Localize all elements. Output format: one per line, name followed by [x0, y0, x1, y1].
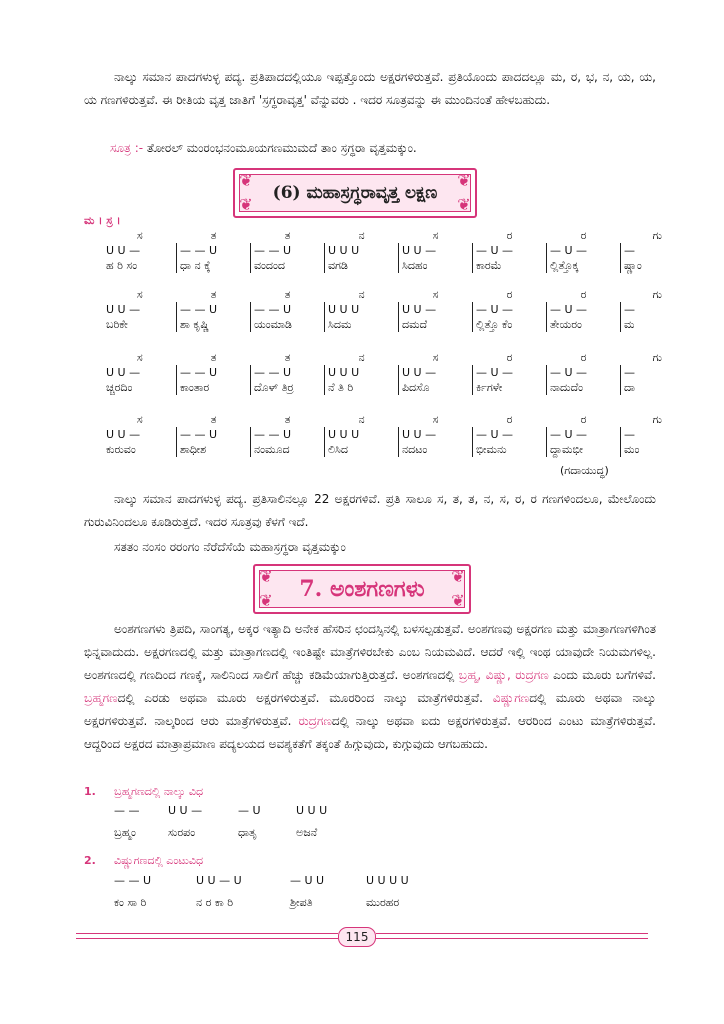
- pattern-cell: U U —: [399, 302, 473, 317]
- pattern-cell: — — U: [251, 302, 325, 317]
- pattern-cell: — — U: [114, 874, 152, 887]
- gana-cell: ಗು: [652, 351, 662, 364]
- pattern-cell: — — U: [251, 243, 325, 258]
- list-number: 2.: [84, 854, 96, 867]
- pattern-cell: —: [621, 302, 695, 317]
- gana-cell: ರ: [580, 351, 587, 364]
- gana-cell: ರ: [580, 413, 587, 426]
- list-heading-vishnu: ವಿಷ್ಣುಗಣದಲ್ಲಿ ಎಂಟುವಿಧ: [114, 854, 204, 867]
- word-cell: ಕಂ ಸಾ ರಿ: [114, 896, 147, 909]
- gana-cell: ರ: [580, 229, 587, 242]
- list-heading-brahma: ಬ್ರಹ್ಮಗಣದಲ್ಲಿ ನಾಲ್ಕು ವಿಧ: [114, 785, 204, 798]
- word-cell: ಷ್ಣಾಂ: [621, 258, 695, 273]
- section-title-inner: [259, 567, 465, 608]
- body-text: ಎಂದು ಮೂರು ಬಗೆಗಳಿವೆ.: [548, 668, 656, 682]
- word-cell: ಅಜನೆ: [296, 826, 318, 839]
- gana-cell: ಸ: [136, 351, 143, 364]
- source-note: (ಗದಾಯುದ್ಧ): [560, 464, 609, 477]
- pattern-row: [103, 302, 694, 317]
- word-row: [103, 442, 694, 457]
- body-text: ದಲ್ಲಿ ಮೂರು ಅಥವಾ ನಾಲ್ಕು ಅಕ್ಷರಗಳಿರುತ್ತವೆ. ನಾಲ್ಕರಿಂದ ಆರು ಮಾತ್ರೆಗಳಿರುತ್ತವೆ.: [84, 691, 656, 728]
- pattern-cell: — — U: [251, 427, 325, 442]
- gana-row: [103, 228, 694, 243]
- pattern-cell: U U —: [399, 365, 473, 380]
- meter-stanza-1: [103, 228, 694, 273]
- pattern-cell: U U —: [106, 366, 141, 379]
- gana-cell: ನ: [358, 229, 365, 242]
- gana-cell: ಗು: [652, 229, 662, 242]
- corner-ornament-icon: ❦: [457, 171, 471, 190]
- word-cell: ದಾ: [621, 380, 695, 395]
- gana-cell: ತ: [284, 288, 291, 301]
- pattern-row: [103, 243, 694, 258]
- pattern-cell: U U U: [296, 804, 328, 817]
- body-text: ದಲ್ಲಿ ನಾಲ್ಕು ಅಥವಾ ಐದು ಅಕ್ಷರಗಳಿರುತ್ತವೆ. ಆರರಿಂದ ಎಂಟು ಮಾತ್ರೆಗಳಿರುತ್ತವೆ. ಆದ್ದರಿಂದ ಅಕ್ಷರದ ಮಾತ್ರಾಪ್ರಮಾಣ ಪದ್ಯಲಯದ ಅವಶ್ಯಕತೆಗೆ ತಕ್ಕಂತೆ ಹಿಗ್ಗುವುದು, ಕುಗ್ಗುವುದು ಆಗಬಹುದು.: [84, 714, 656, 751]
- pattern-cell: — — U: [177, 302, 251, 317]
- word-cell: ವಂದಂದ: [251, 258, 325, 273]
- page-number: 115: [338, 927, 376, 947]
- pattern-cell: — U —: [547, 243, 621, 258]
- section-title-inner: [239, 171, 471, 212]
- word-row: [103, 380, 694, 395]
- word-cell: ಲ್ಲಿತ್ತೊ ಕೆಂ: [473, 317, 547, 332]
- word-cell: ಹ ರಿ ಸಂ: [106, 259, 138, 272]
- word-cell: ಧಾ ನ ಕ್ಕೆ: [177, 258, 251, 273]
- sutra-label: ಸೂತ್ರ :-: [110, 141, 144, 155]
- pattern-cell: — U —: [473, 302, 547, 317]
- word-cell: ಮುರಹರ: [366, 896, 400, 909]
- pattern-cell: — U —: [547, 302, 621, 317]
- gana-cell: ತ: [284, 351, 291, 364]
- pattern-cell: — — U: [251, 365, 325, 380]
- pattern-cell: U U —: [168, 804, 203, 817]
- corner-ornament-icon: ❦: [457, 195, 471, 214]
- word-cell: ಬ್ರಹ್ಮಂ: [114, 826, 136, 839]
- gana-cell: ಸ: [136, 229, 143, 242]
- gana-cell: ಗು: [652, 288, 662, 301]
- word-cell: ವಗಡಿ: [325, 258, 399, 273]
- body-text: ದಲ್ಲಿ ಎರಡು ಅಥವಾ ಮೂರು ಅಕ್ಷರಗಳಿರುತ್ತವೆ. ಮೂರರಿಂದ ನಾಲ್ಕು ಮಾತ್ರೆಗಳಿರುತ್ತವೆ.: [117, 691, 493, 705]
- list-number: 1.: [84, 785, 96, 798]
- gana-cell: ನ: [358, 351, 365, 364]
- gana-cell: ತ: [210, 351, 217, 364]
- word-cell: ಸಿದಹಂ: [399, 258, 473, 273]
- footer-rule-right: [376, 938, 648, 939]
- word-cell: ಭೀಮನು: [473, 442, 547, 457]
- word-cell: ಬರಿಕೇ: [106, 318, 128, 331]
- gana-cell: ತ: [284, 229, 291, 242]
- word-cell: ಯಂಮಾಡಿ: [251, 317, 325, 332]
- word-cell: ಚ್ಚರದಿಂ: [106, 381, 133, 394]
- word-cell: ಪಿದಸೊ: [399, 380, 473, 395]
- pattern-cell: U U —: [106, 244, 141, 257]
- word-cell: ಸುರಪಂ: [168, 826, 196, 839]
- pattern-cell: — U —: [473, 243, 547, 258]
- pattern-cell: U U U: [325, 427, 399, 442]
- word-cell: ಶ್ರೀಪತಿ: [290, 896, 313, 909]
- pattern-cell: U U —: [399, 427, 473, 442]
- pattern-row: [103, 365, 694, 380]
- footer-rule-right: [376, 933, 648, 934]
- section-title-box-7: [253, 564, 471, 614]
- gana-cell: ಸ: [136, 413, 143, 426]
- section-title-box-6: [233, 168, 477, 218]
- pattern-cell: —: [621, 365, 695, 380]
- pattern-cell: U U U: [325, 302, 399, 317]
- word-cell: ಲ್ಲಿತ್ತೊಕ್ಕ: [547, 258, 621, 273]
- pattern-cell: U U — U: [196, 874, 242, 887]
- footer-rule-left: [76, 933, 338, 934]
- gana-row: [103, 412, 694, 427]
- meter-stanza-3: [103, 350, 694, 395]
- corner-ornament-icon: ❦: [451, 591, 465, 610]
- pattern-cell: — U —: [473, 427, 547, 442]
- pattern-cell: —: [621, 427, 695, 442]
- pattern-cell: — U —: [547, 365, 621, 380]
- word-row: [103, 317, 694, 332]
- word-cell: ನೆ ತಿ ರಿ: [325, 380, 399, 395]
- pattern-cell: U U U U: [366, 874, 409, 887]
- pattern-cell: — U —: [473, 365, 547, 380]
- gana-cell: ಸ: [136, 288, 143, 301]
- gana-cell: ಗು: [652, 413, 662, 426]
- corner-ornament-icon: ❦: [451, 567, 465, 586]
- pattern-row: [103, 427, 694, 442]
- section-title-7: 7. ಅಂಶಗಣಗಳು: [299, 576, 425, 602]
- gana-row: [103, 287, 694, 302]
- corner-ornament-icon: ❦: [259, 591, 273, 610]
- pattern-cell: — — U: [177, 427, 251, 442]
- intro-paragraph: ನಾಲ್ಕು ಸಮಾನ ಪಾದಗಳುಳ್ಳ ಪದ್ಯ. ಪ್ರತಿಪಾದದಲ್ಲಿಯೂ ಇಪ್ಪತ್ತೊಂದು ಅಕ್ಷರಗಳಿರುತ್ತವೆ. ಪ್ರತಿಯೊಂದು ಪಾದದಲ್ಲೂ ಮ, ರ, ಭ, ನ, ಯ, ಯ, ಯ ಗಣಗಳಿರುತ್ತವೆ. ಈ ರೀತಿಯ ವೃತ್ತ ಜಾತಿಗೆ 'ಸ್ರಗ್ಧರಾವೃತ್ತ' ವೆನ್ನುವರು . ಇದರ ಸೂತ್ರವನ್ನು ಈ ಮುಂದಿನಂತೆ ಹೇಳಬಹುದು.: [84, 70, 656, 107]
- pattern-cell: — —: [114, 804, 140, 817]
- word-cell: ಶಾಧೀಶ: [177, 442, 251, 457]
- word-row: [103, 258, 694, 273]
- meter-stanza-4: [103, 412, 694, 457]
- meter-stanza-2: [103, 287, 694, 332]
- gana-cell: ತ: [210, 288, 217, 301]
- sutra-paragraph: ಸತತಂ ನಂಸಂ ರರಂಗಂ ನೆರೆದೆಸೆಯೆ ಮಹಾಸ್ರಗ್ಧರಾ ವೃತ್ತಮಕ್ಕುಂ: [114, 540, 346, 554]
- pattern-cell: — U —: [547, 427, 621, 442]
- word-cell: ದ್ದಾಮಭೀ: [547, 442, 621, 457]
- word-cell: ನದಟಂ: [399, 442, 473, 457]
- pattern-cell: U U U: [325, 243, 399, 258]
- word-cell: ಧಾತೃ: [238, 826, 257, 839]
- corner-ornament-icon: ❦: [239, 195, 253, 214]
- word-cell: ನಂಮೂದ: [251, 442, 325, 457]
- gana-cell: ರ: [506, 413, 513, 426]
- sutra-line: [110, 141, 417, 156]
- gana-cell: ನ: [358, 288, 365, 301]
- gana-cell: ಸ: [432, 413, 439, 426]
- section-title-6: (6) ಮಹಾಸ್ರಗ್ಧರಾವೃತ್ತ ಲಕ್ಷಣ: [272, 183, 438, 203]
- corner-ornament-icon: ❦: [259, 567, 273, 586]
- pattern-cell: — — U: [177, 243, 251, 258]
- gana-cell: ಸ: [432, 288, 439, 301]
- gana-cell: ತ: [284, 413, 291, 426]
- ma-sra-label: ಮ । ಸ್ರ ।: [84, 214, 121, 227]
- pattern-cell: — — U: [177, 365, 251, 380]
- amsha-gana-paragraph: [84, 618, 656, 756]
- word-cell: ಲಿಸಿದ: [325, 442, 399, 457]
- gana-cell: ರ: [506, 229, 513, 242]
- footer-rule-left: [76, 938, 338, 939]
- word-cell: ಮ: [621, 317, 695, 332]
- word-cell: ದಮದೆ: [399, 317, 473, 332]
- sutra-text: ತೋರಲ್ ಮಂರಂಭನಂಮೂಯಗಣಮುಮದೆ ತಾಂ ಸ್ರಗ್ಧರಾ ವೃತ್ತಮಕ್ಕುಂ.: [146, 141, 417, 155]
- keyword-brahma-gana: ಬ್ರಹ್ಮಗಣ: [84, 691, 118, 705]
- word-cell: ಕಾಂತಾರ: [177, 380, 251, 395]
- pattern-cell: — U U: [290, 874, 325, 887]
- word-cell: ನಾದುದೆಂ: [547, 380, 621, 395]
- meter-description-paragraph: ನಾಲ್ಕು ಸಮಾನ ಪಾದಗಳುಳ್ಳ ಪದ್ಯ. ಪ್ರತಿಸಾಲಿನಲ್ಲೂ 22 ಅಕ್ಷರಗಳಿವೆ. ಪ್ರತಿ ಸಾಲೂ ಸ, ತ, ತ, ನ, ಸ, ರ, ರ ಗಣಗಳಿಂದಲೂ, ಮೇಲೊಂದು ಗುರುವಿನಿಂದಲೂ ಕೂಡಿರುತ್ತದೆ. ಇದರ ಸೂತ್ರವು ಕೆಳಗೆ ಇದೆ.: [84, 492, 656, 529]
- word-cell: ಕಾರಮೆ: [473, 258, 547, 273]
- pattern-cell: —: [621, 243, 695, 258]
- gana-cell: ತ: [210, 229, 217, 242]
- word-cell: ಶಾ ಕೃಷ್ಣಿ: [177, 317, 251, 332]
- word-cell: ದೊಳ್ ತಿರ್ರ: [251, 380, 325, 395]
- word-cell: ಕುರುವಂ: [106, 443, 136, 456]
- word-cell: ಮಂ: [621, 442, 695, 457]
- pattern-cell: — U: [238, 804, 261, 817]
- gana-cell: ರ: [506, 288, 513, 301]
- gana-cell: ರ: [580, 288, 587, 301]
- gana-cell: ರ: [506, 351, 513, 364]
- gana-cell: ಸ: [432, 351, 439, 364]
- word-cell: ನ ರ ಕಾ ರಿ: [196, 896, 234, 909]
- pattern-cell: U U —: [399, 243, 473, 258]
- word-cell: ತೇಯರಂ: [547, 317, 621, 332]
- keyword-rudra-gana: ರುದ್ರಗಣ: [298, 714, 332, 728]
- gana-cell: ತ: [210, 413, 217, 426]
- gana-row: [103, 350, 694, 365]
- word-cell: ಸಿದಮ: [325, 317, 399, 332]
- pattern-cell: U U U: [325, 365, 399, 380]
- gana-cell: ಸ: [432, 229, 439, 242]
- keyword-vishnu-gana: ವಿಷ್ಣುಗಣ: [492, 691, 530, 705]
- corner-ornament-icon: ❦: [239, 171, 253, 190]
- body-text: ಅಂಶಗಣಗಳು ತ್ರಿಪದಿ, ಸಾಂಗತ್ಯ, ಅಕ್ಕರ ಇತ್ಯಾದಿ ಅನೇಕ ಹೆಸರಿನ ಛಂದಸ್ಸಿನಲ್ಲಿ ಬಳಸಲ್ಪಡುತ್ತವೆ. ಅಂಶಗಣವು ಅಕ್ಷರಗಣ ಮತ್ತು ಮಾತ್ರಾಗಣಗಳಿಗಿಂತ ಭಿನ್ನವಾದುದು. ಅಕ್ಷರಗಣದಲ್ಲಿ ಮತ್ತು ಮಾತ್ರಾಗಣದಲ್ಲಿ ಇಂತಿಷ್ಟೇ ಮಾತ್ರೆಗಳಿರಬೇಕು ಎಂಬ ನಿಯಮವಿದೆ. ಆದರೆ ಇಲ್ಲಿ ಇಂಥ ಯಾವುದೇ ನಿಯಮಗಳಿಲ್ಲ. ಅಂಶಗಣದಲ್ಲಿ ಗಣದಿಂದ ಗಣಕ್ಕೆ, ಸಾಲಿನಿಂದ ಸಾಲಿಗೆ ಹೆಚ್ಚು ಕಡಿಮೆಯಾಗುತ್ತಿರುತ್ತದೆ. ಅಂಶಗಣದಲ್ಲಿ: [84, 622, 656, 682]
- keyword-gana-types: ಬ್ರಹ್ಮ, ವಿಷ್ಣು, ರುದ್ರಗಣ: [458, 668, 549, 682]
- gana-cell: ನ: [358, 413, 365, 426]
- word-cell: ರ್ಕಿಗಳೇ: [473, 380, 547, 395]
- pattern-cell: U U —: [106, 303, 141, 316]
- pattern-cell: U U —: [106, 428, 141, 441]
